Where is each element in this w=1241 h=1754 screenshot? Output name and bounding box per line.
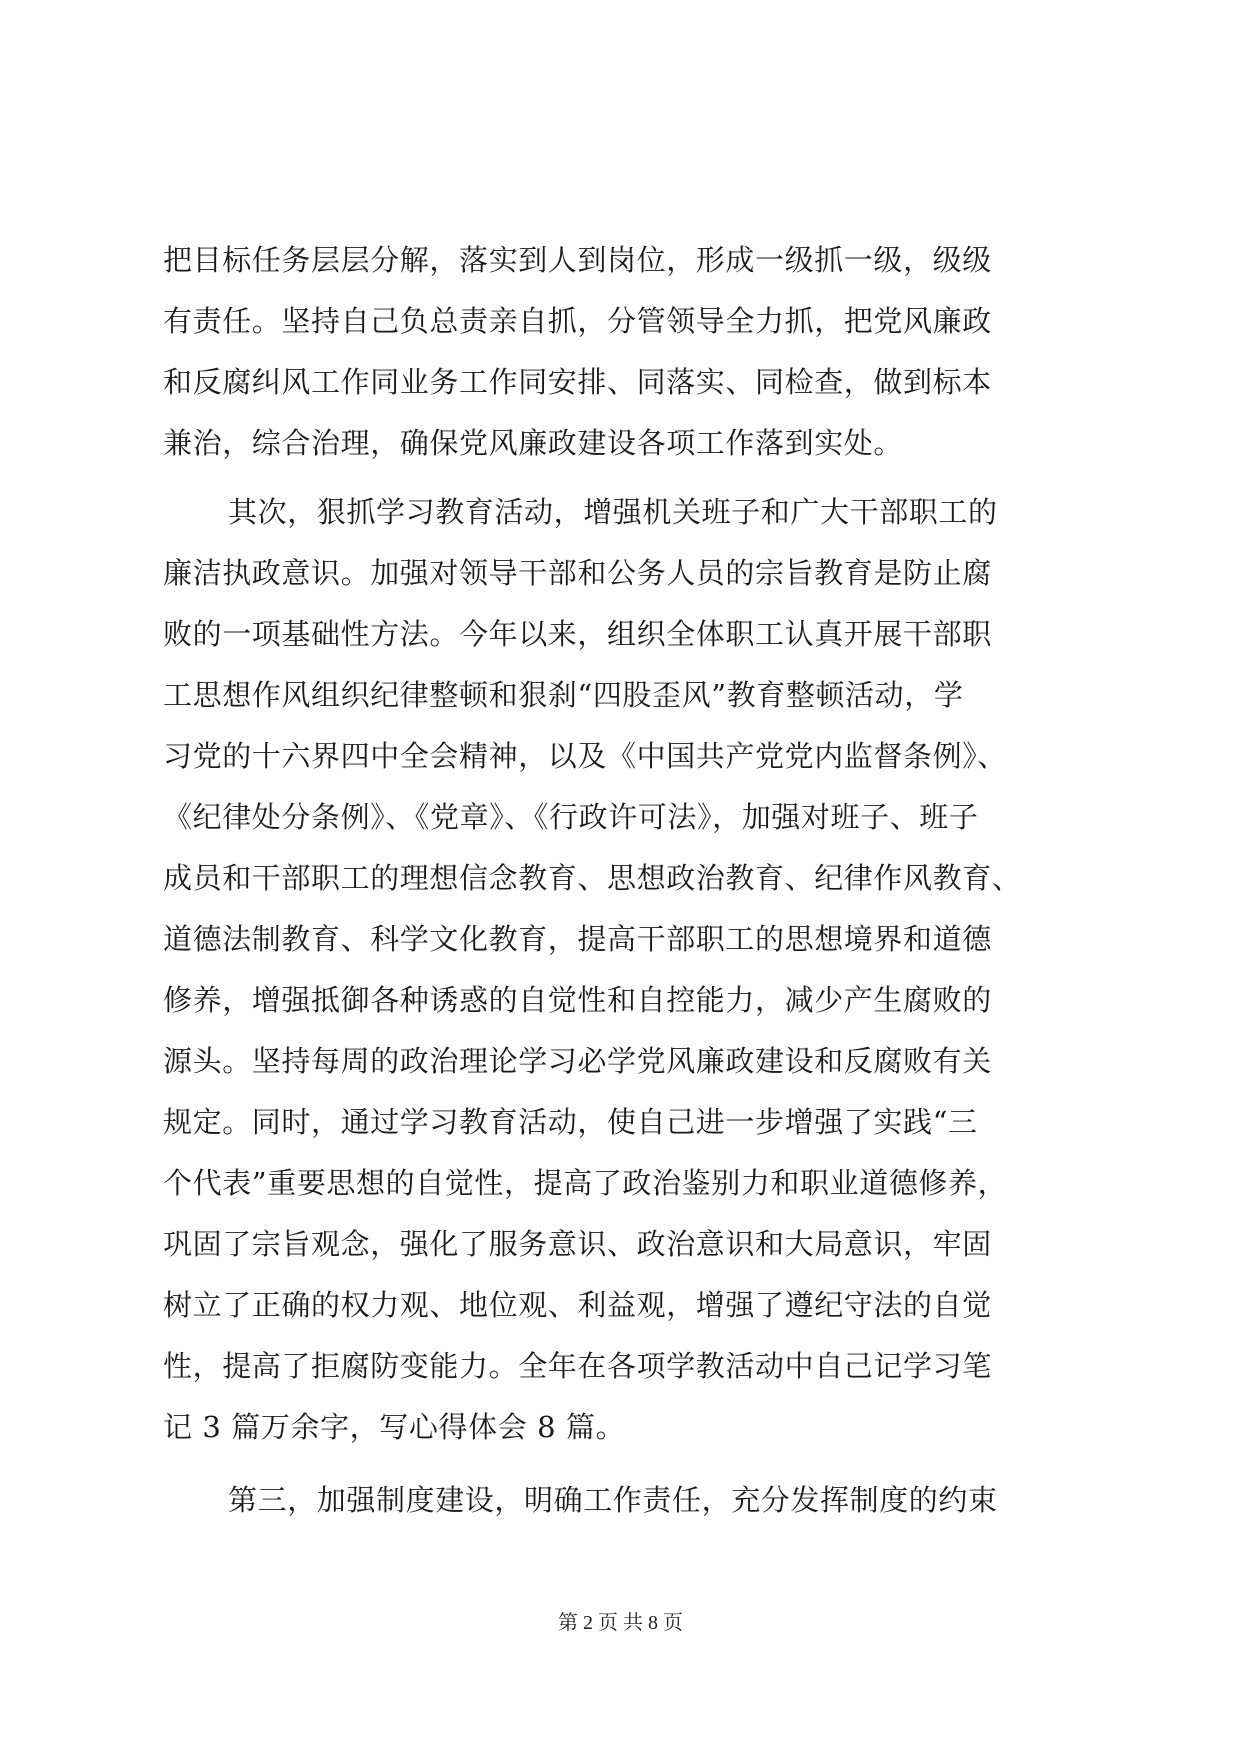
page-number: 第 2 页 共 8 页 [558,1612,683,1634]
text-line: 工思想作风组织纪律整顿和狠刹“四股歪风”教育整顿活动，学 [163,678,964,712]
text-line: 兼治，综合治理，确保党风廉政建设各项工作落到实处。 [163,426,904,460]
text-line: 修养，增强抵御各种诱惑的自觉性和自控能力，减少产生腐败的 [163,983,992,1017]
paragraph-start-line: 第三，加强制度建设，明确工作责任，充分发挥制度的约束 [228,1483,998,1517]
text-line: 巩固了宗旨观念，强化了服务意识、政治意识和大局意识，牢固 [163,1227,992,1261]
text-line: 成员和干部职工的理想信念教育、思想政治教育、纪律作风教育、 [163,861,1022,895]
document-body [163,230,1083,1531]
text-line: 习党的十六界四中全会精神，以及《中国共产党党内监督条例》、 [163,739,1007,773]
text-line: 规定。同时，通过学习教育活动，使自己进一步增强了实践“三 [163,1105,978,1139]
text-line: 《纪律处分条例》、《党章》、《行政许可法》，加强对班子、班子 [163,800,979,834]
text-line: 廉洁执政意识。加强对领导干部和公务人员的宗旨教育是防止腐 [163,556,992,590]
text-line: 个代表”重要思想的自觉性，提高了政治鉴别力和职业道德修养， [163,1166,1008,1200]
text-line: 败的一项基础性方法。今年以来，组织全体职工认真开展干部职 [163,617,992,651]
text-line: 性，提高了拒腐防变能力。全年在各项学教活动中自己记学习笔 [163,1349,992,1383]
text-line: 道德法制教育、科学文化教育，提高干部职工的思想境界和道德 [163,922,992,956]
paragraph-start-line: 其次，狠抓学习教育活动，增强机关班子和广大干部职工的 [228,495,998,529]
text-line: 有责任。坚持自己负总责亲自抓，分管领导全力抓，把党风廉政 [163,304,992,338]
page-footer [0,1606,1241,1635]
text-line: 源头。坚持每周的政治理论学习必学党风廉政建设和反腐败有关 [163,1044,992,1078]
text-line: 和反腐纠风工作同业务工作同安排、同落实、同检查，做到标本 [163,365,992,399]
text-line: 记 3 篇万余字，写心得体会 8 篇。 [163,1410,626,1444]
text-line: 树立了正确的权力观、地位观、利益观，增强了遵纪守法的自觉 [163,1288,992,1322]
text-line: 把目标任务层层分解，落实到人到岗位，形成一级抓一级，级级 [163,243,992,277]
